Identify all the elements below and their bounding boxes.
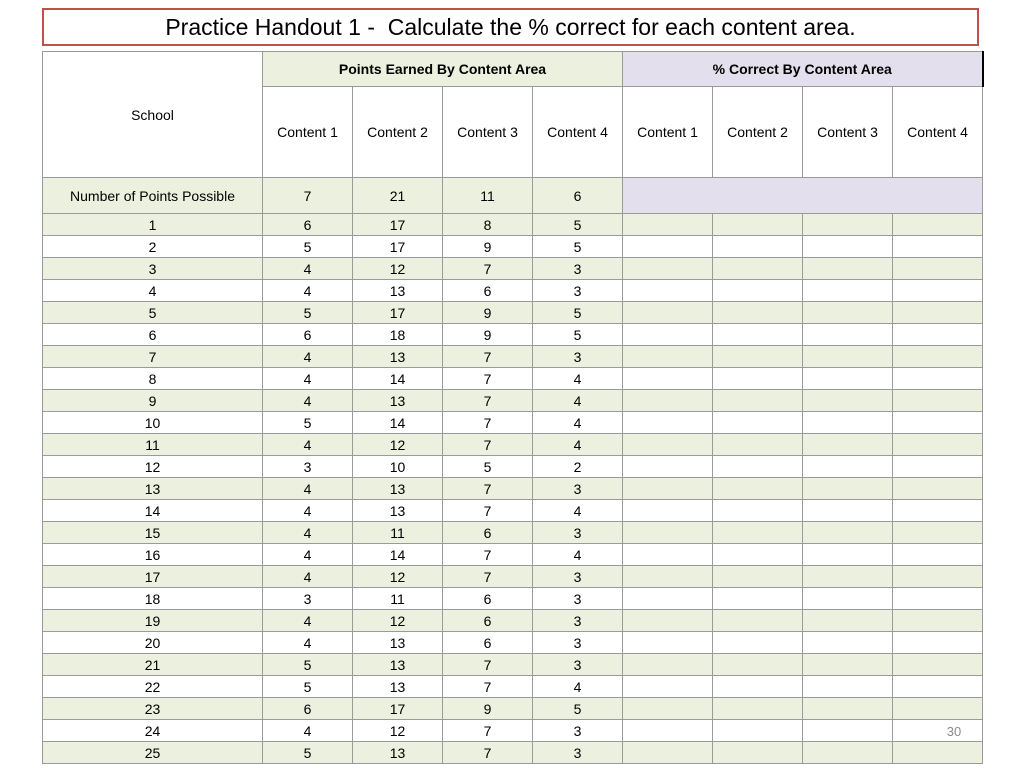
school-number-cell: 4 (43, 280, 263, 302)
content-1-points-cell: 4 (263, 478, 353, 500)
content-4-points-cell: 4 (533, 500, 623, 522)
points-content-2-header: Content 2 (353, 87, 443, 178)
table-row (43, 588, 983, 610)
percent-content-2-cell[interactable] (713, 478, 803, 500)
percent-content-2-cell[interactable] (713, 280, 803, 302)
content-1-points-cell: 4 (263, 500, 353, 522)
school-number-cell: 23 (43, 698, 263, 720)
percent-content-4-cell[interactable] (893, 566, 983, 588)
percent-content-4-cell[interactable] (893, 346, 983, 368)
content-4-points-cell: 3 (533, 346, 623, 368)
table-row (43, 610, 983, 632)
percent-content-2-cell[interactable] (713, 720, 803, 742)
school-number-cell: 18 (43, 588, 263, 610)
points-content-3-header: Content 3 (443, 87, 533, 178)
percent-content-1-cell[interactable] (623, 434, 713, 456)
percent-content-1-cell[interactable] (623, 412, 713, 434)
percent-content-4-cell[interactable] (893, 632, 983, 654)
content-4-points-cell: 3 (533, 566, 623, 588)
school-number-cell: 2 (43, 236, 263, 258)
school-number-cell: 19 (43, 610, 263, 632)
percent-content-2-cell[interactable] (713, 324, 803, 346)
percent-content-3-cell[interactable] (803, 632, 893, 654)
percent-content-1-cell[interactable] (623, 566, 713, 588)
percent-content-1-cell[interactable] (623, 720, 713, 742)
percent-content-2-cell[interactable] (713, 258, 803, 280)
content-3-points-cell: 6 (443, 610, 533, 632)
content-1-points-cell: 4 (263, 720, 353, 742)
school-number-cell: 6 (43, 324, 263, 346)
percent-content-4-cell[interactable] (893, 654, 983, 676)
percent-possible-filler (623, 178, 983, 214)
percent-content-1-cell[interactable] (623, 390, 713, 412)
content-1-points-cell: 4 (263, 434, 353, 456)
percent-content-1-cell[interactable] (623, 632, 713, 654)
percent-content-3-cell[interactable] (803, 588, 893, 610)
percent-content-2-cell[interactable] (713, 302, 803, 324)
percent-content-1-cell[interactable] (623, 280, 713, 302)
content-4-points-cell: 5 (533, 698, 623, 720)
content-2-points-cell: 17 (353, 236, 443, 258)
content-3-points-cell: 6 (443, 522, 533, 544)
percent-content-2-cell[interactable] (713, 588, 803, 610)
table-row (43, 280, 983, 302)
content-3-points-cell: 7 (443, 654, 533, 676)
content-3-points-cell: 6 (443, 588, 533, 610)
content-1-points-cell: 4 (263, 522, 353, 544)
percent-content-1-cell[interactable] (623, 610, 713, 632)
percent-content-2-cell[interactable] (713, 522, 803, 544)
content-1-points-cell: 3 (263, 456, 353, 478)
percent-correct-group-header: % Correct By Content Area (623, 52, 983, 87)
content-4-points-cell: 4 (533, 544, 623, 566)
content-1-points-cell: 5 (263, 654, 353, 676)
percent-content-4-cell[interactable] (893, 588, 983, 610)
content-2-points-cell: 17 (353, 698, 443, 720)
content-1-points-cell: 4 (263, 280, 353, 302)
percent-content-3-cell[interactable] (803, 236, 893, 258)
content-1-points-cell: 4 (263, 566, 353, 588)
content-4-points-cell: 4 (533, 390, 623, 412)
percent-content-4-cell[interactable] (893, 500, 983, 522)
school-number-cell: 14 (43, 500, 263, 522)
content-1-points-cell: 4 (263, 390, 353, 412)
content-2-points-cell: 10 (353, 456, 443, 478)
table-row (43, 632, 983, 654)
percent-content-2-header: Content 2 (713, 87, 803, 178)
content-1-points-cell: 4 (263, 544, 353, 566)
school-number-cell: 25 (43, 742, 263, 764)
content-3-points-cell: 7 (443, 500, 533, 522)
content-3-points-cell: 7 (443, 742, 533, 764)
content-2-points-cell: 13 (353, 632, 443, 654)
content-3-points-cell: 9 (443, 302, 533, 324)
table-row (43, 478, 983, 500)
percent-content-4-cell[interactable] (893, 742, 983, 764)
percent-content-1-cell[interactable] (623, 698, 713, 720)
percent-content-1-cell[interactable] (623, 302, 713, 324)
percent-content-4-cell[interactable] (893, 302, 983, 324)
content-4-points-cell: 3 (533, 720, 623, 742)
content-3-points-cell: 9 (443, 236, 533, 258)
percent-content-1-cell[interactable] (623, 324, 713, 346)
content-2-points-cell: 12 (353, 566, 443, 588)
percent-content-2-cell[interactable] (713, 368, 803, 390)
percent-content-2-cell[interactable] (713, 742, 803, 764)
percent-content-2-cell[interactable] (713, 412, 803, 434)
percent-content-2-cell[interactable] (713, 610, 803, 632)
school-number-cell: 13 (43, 478, 263, 500)
percent-content-3-cell[interactable] (803, 654, 893, 676)
percent-content-4-cell[interactable] (893, 434, 983, 456)
percent-content-1-cell[interactable] (623, 588, 713, 610)
points-possible-value: 6 (533, 178, 623, 214)
points-content-1-header: Content 1 (263, 87, 353, 178)
percent-content-1-cell[interactable] (623, 544, 713, 566)
school-number-cell: 12 (43, 456, 263, 478)
content-3-points-cell: 6 (443, 280, 533, 302)
content-1-points-cell: 5 (263, 302, 353, 324)
content-1-points-cell: 4 (263, 632, 353, 654)
school-number-cell: 21 (43, 654, 263, 676)
percent-content-1-cell[interactable] (623, 214, 713, 236)
percent-content-1-cell[interactable] (623, 522, 713, 544)
percent-content-3-cell[interactable] (803, 544, 893, 566)
content-1-points-cell: 6 (263, 214, 353, 236)
content-2-points-cell: 12 (353, 720, 443, 742)
percent-content-3-cell[interactable] (803, 742, 893, 764)
school-number-cell: 17 (43, 566, 263, 588)
percent-content-4-cell[interactable] (893, 456, 983, 478)
school-number-cell: 5 (43, 302, 263, 324)
content-2-points-cell: 13 (353, 478, 443, 500)
content-3-points-cell: 9 (443, 324, 533, 346)
content-1-points-cell: 6 (263, 698, 353, 720)
percent-content-3-cell[interactable] (803, 280, 893, 302)
content-3-points-cell: 7 (443, 390, 533, 412)
table-row (43, 368, 983, 390)
percent-content-3-cell[interactable] (803, 676, 893, 698)
content-3-points-cell: 8 (443, 214, 533, 236)
content-2-points-cell: 14 (353, 412, 443, 434)
percent-content-3-cell[interactable] (803, 258, 893, 280)
content-2-points-cell: 17 (353, 214, 443, 236)
content-3-points-cell: 7 (443, 566, 533, 588)
percent-content-2-cell[interactable] (713, 654, 803, 676)
content-4-points-cell: 3 (533, 742, 623, 764)
percent-content-3-cell[interactable] (803, 566, 893, 588)
content-3-points-cell: 7 (443, 478, 533, 500)
percent-content-2-cell[interactable] (713, 698, 803, 720)
content-3-points-cell: 7 (443, 720, 533, 742)
percent-content-1-header: Content 1 (623, 87, 713, 178)
content-4-points-cell: 3 (533, 632, 623, 654)
table-row (43, 214, 983, 236)
content-2-points-cell: 12 (353, 258, 443, 280)
table-row (43, 522, 983, 544)
table-row (43, 720, 983, 742)
content-4-points-cell: 4 (533, 412, 623, 434)
percent-content-2-cell[interactable] (713, 214, 803, 236)
content-3-points-cell: 9 (443, 698, 533, 720)
percent-content-1-cell[interactable] (623, 346, 713, 368)
table-row (43, 390, 983, 412)
percent-content-2-cell[interactable] (713, 346, 803, 368)
content-4-points-cell: 2 (533, 456, 623, 478)
points-possible-label: Number of Points Possible (43, 178, 263, 214)
school-number-cell: 16 (43, 544, 263, 566)
percent-content-3-cell[interactable] (803, 368, 893, 390)
school-number-cell: 15 (43, 522, 263, 544)
content-2-points-cell: 11 (353, 522, 443, 544)
points-possible-value: 11 (443, 178, 533, 214)
table-row (43, 258, 983, 280)
content-4-points-cell: 3 (533, 478, 623, 500)
content-4-points-cell: 3 (533, 588, 623, 610)
percent-content-4-cell[interactable] (893, 610, 983, 632)
percent-content-3-cell[interactable] (803, 522, 893, 544)
content-3-points-cell: 7 (443, 368, 533, 390)
content-4-points-cell: 3 (533, 258, 623, 280)
scores-table (42, 51, 984, 764)
percent-content-2-cell[interactable] (713, 456, 803, 478)
content-4-points-cell: 5 (533, 236, 623, 258)
percent-content-1-cell[interactable] (623, 456, 713, 478)
percent-content-4-cell[interactable] (893, 236, 983, 258)
percent-content-3-cell[interactable] (803, 434, 893, 456)
school-number-cell: 8 (43, 368, 263, 390)
content-3-points-cell: 5 (443, 456, 533, 478)
percent-content-4-cell[interactable] (893, 258, 983, 280)
content-2-points-cell: 12 (353, 610, 443, 632)
points-content-4-header: Content 4 (533, 87, 623, 178)
school-number-cell: 7 (43, 346, 263, 368)
content-2-points-cell: 14 (353, 368, 443, 390)
percent-content-3-cell[interactable] (803, 324, 893, 346)
content-1-points-cell: 5 (263, 236, 353, 258)
content-3-points-cell: 7 (443, 434, 533, 456)
content-2-points-cell: 13 (353, 676, 443, 698)
percent-content-2-cell[interactable] (713, 390, 803, 412)
content-3-points-cell: 6 (443, 632, 533, 654)
table-row (43, 566, 983, 588)
percent-content-2-cell[interactable] (713, 434, 803, 456)
content-1-points-cell: 5 (263, 412, 353, 434)
school-number-cell: 24 (43, 720, 263, 742)
content-3-points-cell: 7 (443, 676, 533, 698)
percent-content-3-header: Content 3 (803, 87, 893, 178)
content-3-points-cell: 7 (443, 346, 533, 368)
content-4-points-cell: 4 (533, 368, 623, 390)
table-row (43, 676, 983, 698)
percent-content-4-cell[interactable] (893, 324, 983, 346)
content-1-points-cell: 6 (263, 324, 353, 346)
content-2-points-cell: 13 (353, 390, 443, 412)
content-2-points-cell: 13 (353, 280, 443, 302)
points-possible-row (43, 178, 983, 214)
school-number-cell: 11 (43, 434, 263, 456)
content-1-points-cell: 5 (263, 742, 353, 764)
percent-content-1-cell[interactable] (623, 478, 713, 500)
table-row (43, 742, 983, 764)
percent-content-4-cell[interactable] (893, 412, 983, 434)
content-2-points-cell: 17 (353, 302, 443, 324)
content-2-points-cell: 14 (353, 544, 443, 566)
content-4-points-cell: 5 (533, 324, 623, 346)
percent-content-3-cell[interactable] (803, 346, 893, 368)
percent-content-1-cell[interactable] (623, 236, 713, 258)
page-number: 30 (946, 724, 962, 739)
percent-content-3-cell[interactable] (803, 456, 893, 478)
percent-content-4-cell[interactable] (893, 390, 983, 412)
content-4-points-cell: 4 (533, 434, 623, 456)
percent-content-1-cell[interactable] (623, 654, 713, 676)
school-number-cell: 3 (43, 258, 263, 280)
table-row (43, 346, 983, 368)
table-row (43, 302, 983, 324)
table-row (43, 456, 983, 478)
content-2-points-cell: 13 (353, 654, 443, 676)
percent-content-3-cell[interactable] (803, 412, 893, 434)
table-row (43, 236, 983, 258)
content-1-points-cell: 3 (263, 588, 353, 610)
school-number-cell: 20 (43, 632, 263, 654)
content-3-points-cell: 7 (443, 544, 533, 566)
table-row (43, 654, 983, 676)
percent-content-1-cell[interactable] (623, 500, 713, 522)
percent-content-4-cell[interactable] (893, 280, 983, 302)
percent-content-4-cell[interactable] (893, 544, 983, 566)
content-2-points-cell: 13 (353, 500, 443, 522)
content-3-points-cell: 7 (443, 412, 533, 434)
percent-content-4-cell[interactable] (893, 522, 983, 544)
percent-content-4-cell[interactable] (893, 214, 983, 236)
table-row (43, 500, 983, 522)
content-2-points-cell: 13 (353, 346, 443, 368)
content-1-points-cell: 4 (263, 368, 353, 390)
points-earned-group-header: Points Earned By Content Area (263, 52, 623, 87)
percent-content-4-cell[interactable] (893, 676, 983, 698)
content-4-points-cell: 3 (533, 280, 623, 302)
percent-content-1-cell[interactable] (623, 368, 713, 390)
content-4-points-cell: 3 (533, 610, 623, 632)
content-4-points-cell: 5 (533, 302, 623, 324)
percent-content-2-cell[interactable] (713, 544, 803, 566)
percent-content-2-cell[interactable] (713, 500, 803, 522)
percent-content-3-cell[interactable] (803, 500, 893, 522)
points-possible-value: 21 (353, 178, 443, 214)
percent-content-1-cell[interactable] (623, 676, 713, 698)
handout-title: Practice Handout 1 - Calculate the % correct for each content area. (42, 8, 979, 46)
percent-content-4-cell[interactable] (893, 478, 983, 500)
content-1-points-cell: 4 (263, 610, 353, 632)
percent-content-4-cell[interactable] (893, 698, 983, 720)
school-number-cell: 9 (43, 390, 263, 412)
content-2-points-cell: 11 (353, 588, 443, 610)
percent-content-3-cell[interactable] (803, 390, 893, 412)
table-row (43, 434, 983, 456)
percent-content-2-cell[interactable] (713, 566, 803, 588)
content-2-points-cell: 12 (353, 434, 443, 456)
table-row (43, 412, 983, 434)
school-number-cell: 10 (43, 412, 263, 434)
percent-content-3-cell[interactable] (803, 720, 893, 742)
content-4-points-cell: 4 (533, 676, 623, 698)
content-1-points-cell: 4 (263, 346, 353, 368)
content-1-points-cell: 5 (263, 676, 353, 698)
table-row (43, 544, 983, 566)
percent-content-2-cell[interactable] (713, 236, 803, 258)
table-row (43, 324, 983, 346)
school-header: School (43, 52, 263, 178)
percent-content-3-cell[interactable] (803, 610, 893, 632)
table-row (43, 698, 983, 720)
group-header-row (43, 52, 983, 87)
points-possible-value: 7 (263, 178, 353, 214)
percent-content-2-cell[interactable] (713, 632, 803, 654)
content-2-points-cell: 18 (353, 324, 443, 346)
percent-content-4-cell[interactable] (893, 368, 983, 390)
percent-content-3-cell[interactable] (803, 698, 893, 720)
percent-content-3-cell[interactable] (803, 478, 893, 500)
content-1-points-cell: 4 (263, 258, 353, 280)
percent-content-4-header: Content 4 (893, 87, 983, 178)
content-4-points-cell: 5 (533, 214, 623, 236)
content-4-points-cell: 3 (533, 522, 623, 544)
content-3-points-cell: 7 (443, 258, 533, 280)
content-2-points-cell: 13 (353, 742, 443, 764)
school-number-cell: 22 (43, 676, 263, 698)
percent-content-2-cell[interactable] (713, 676, 803, 698)
content-4-points-cell: 3 (533, 654, 623, 676)
school-number-cell: 1 (43, 214, 263, 236)
percent-content-3-cell[interactable] (803, 214, 893, 236)
percent-content-3-cell[interactable] (803, 302, 893, 324)
percent-content-1-cell[interactable] (623, 258, 713, 280)
percent-content-1-cell[interactable] (623, 742, 713, 764)
